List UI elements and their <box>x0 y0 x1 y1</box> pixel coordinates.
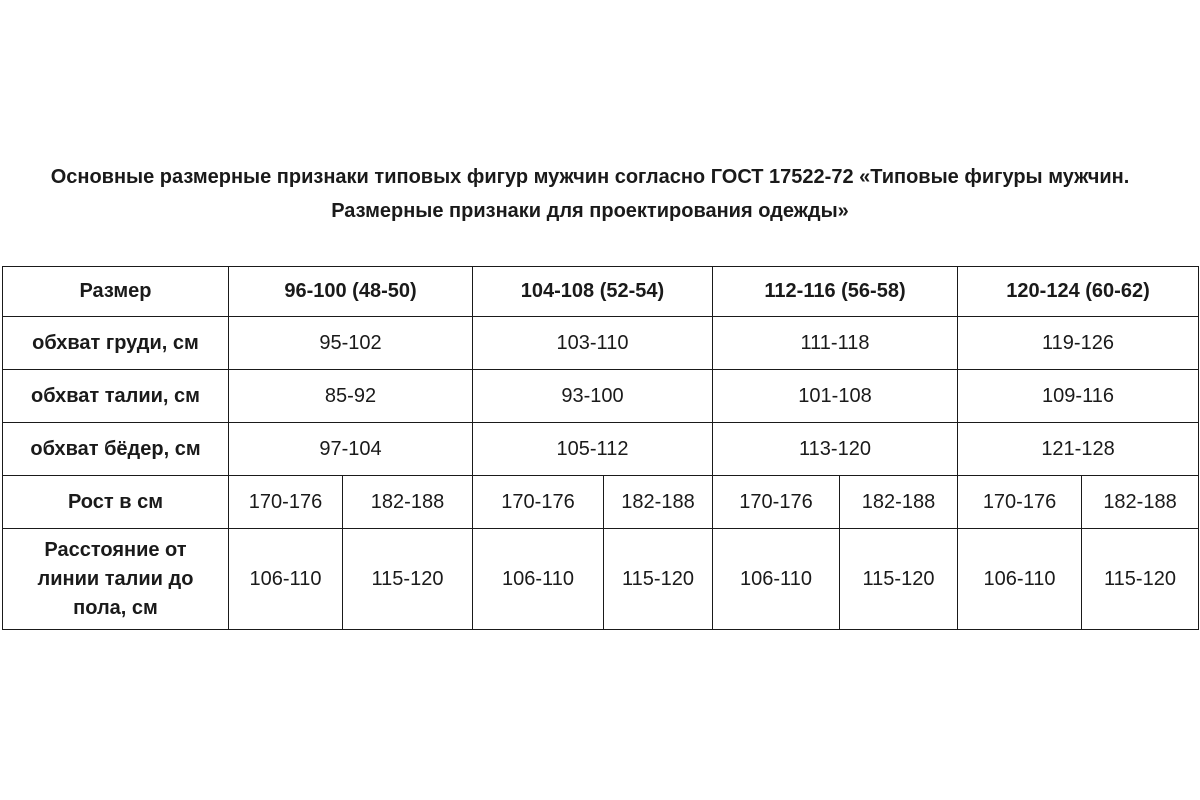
size-header: 120-124 (60-62) <box>958 267 1199 317</box>
table-cell: 115-120 <box>604 529 713 630</box>
header-row <box>3 267 1199 317</box>
table-cell: 106-110 <box>958 529 1082 630</box>
table-cell: 109-116 <box>958 370 1199 423</box>
table-cell: 170-176 <box>958 476 1082 529</box>
waist-to-floor-row <box>3 529 1199 630</box>
table-cell: 103-110 <box>473 317 713 370</box>
title-line-1: Основные размерные признаки типовых фигур мужчин согласно ГОСТ 17522-72 «Типовые фигуры мужчин. <box>50 166 1130 188</box>
size-header: 112-116 (56-58) <box>713 267 958 317</box>
table-cell: 170-176 <box>229 476 343 529</box>
size-header: 104-108 (52-54) <box>473 267 713 317</box>
row-label: обхват талии, см <box>3 370 229 423</box>
row-label: обхват бёдер, см <box>3 423 229 476</box>
size-header: 96-100 (48-50) <box>229 267 473 317</box>
size-table <box>2 266 1199 630</box>
table-cell: 119-126 <box>958 317 1199 370</box>
table-cell: 113-120 <box>713 423 958 476</box>
waist-row <box>3 370 1199 423</box>
table-cell: 182-188 <box>343 476 473 529</box>
row-label: обхват груди, см <box>3 317 229 370</box>
row-label-line: пола, см <box>73 596 158 619</box>
header-label: Размер <box>3 267 229 317</box>
table-cell: 93-100 <box>473 370 713 423</box>
table-cell: 97-104 <box>229 423 473 476</box>
row-label <box>3 529 229 630</box>
height-row <box>3 476 1199 529</box>
table-cell: 106-110 <box>713 529 840 630</box>
table-cell: 170-176 <box>473 476 604 529</box>
table-cell: 85-92 <box>229 370 473 423</box>
table-cell: 106-110 <box>473 529 604 630</box>
table-cell: 121-128 <box>958 423 1199 476</box>
row-label-line: Расстояние от <box>44 538 187 561</box>
table-cell: 115-120 <box>1082 529 1199 630</box>
table-cell: 111-118 <box>713 317 958 370</box>
table-cell: 106-110 <box>229 529 343 630</box>
row-label-line: линии талии до <box>37 567 194 590</box>
table-cell: 115-120 <box>840 529 958 630</box>
table-cell: 95-102 <box>229 317 473 370</box>
table-cell: 182-188 <box>1082 476 1199 529</box>
chest-row <box>3 317 1199 370</box>
title-line-2: Размерные признаки для проектирования одежды» <box>331 200 849 222</box>
table-cell: 105-112 <box>473 423 713 476</box>
table-cell: 182-188 <box>840 476 958 529</box>
table-cell: 170-176 <box>713 476 840 529</box>
hips-row <box>3 423 1199 476</box>
table-cell: 182-188 <box>604 476 713 529</box>
page-title <box>0 160 1180 228</box>
table-cell: 101-108 <box>713 370 958 423</box>
row-label: Рост в см <box>3 476 229 529</box>
table-cell: 115-120 <box>343 529 473 630</box>
